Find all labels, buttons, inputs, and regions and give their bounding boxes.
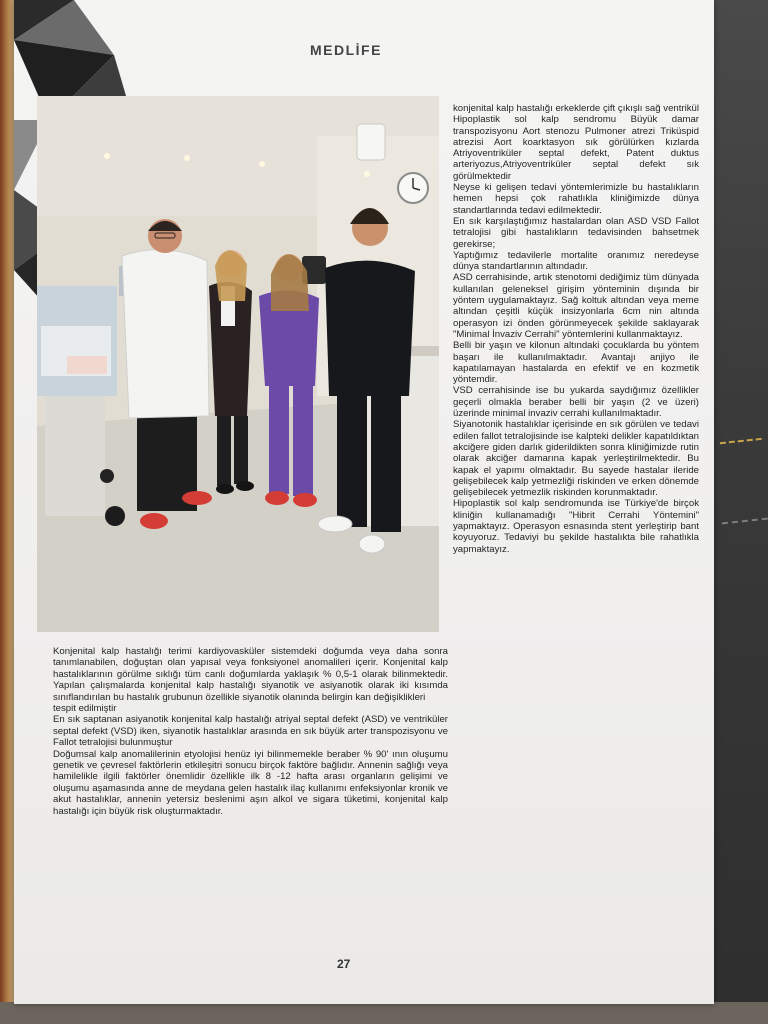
paragraph: Yaptığımız tedavilerle mortalite oranımız neredeyse dünya standartlarının altındadır. — [453, 249, 699, 273]
magazine-title: MEDLİFE — [310, 42, 382, 58]
page-number: 27 — [337, 957, 351, 971]
paragraph: VSD cerrahisinde ise bu yukarda saydığımız özellikler geçerli olmakla beraber belli bir yaşın (2 ve üzeri) üzerinde minimal invaziv cerrahi kullanılmaktadır. — [453, 385, 699, 420]
paragraph: ASD cerrahisinde, artık stenotomi dediğimiz tüm dünyada kullanılan geleneksel girişim yönteminin dışında bir yöntem uygulamaktayız. Sağ koltuk altından veya meme altından çeşitli küçük insizyonlarla 6cm nin altında operasyon izi önden görünmeyecek şekilde saklayarak "Minimal İnvaziv Cerrahi" yöntemlerini kullanmaktayız. — [453, 272, 699, 340]
background-seat-right — [712, 0, 768, 1024]
paragraph: Konjenital kalp hastalığı terimi kardiyovasküler sistemdeki doğumda veya daha sonra tanımlanabilen, doğuştan olan yapısal veya fonksiyonel anomalileri içerir. Konjenital kalp hastalıklarının görülme sıklığı tüm canlı doğumlarda yaklaşık % 0,5-1 olarak bilinmektedir. Yapılan çalışmalarda konjenital kalp hastalığı siyanotik ve asiyanotik olarak iki kısımda sınıflandırılan bu hastalık grubunun özellikle siyanotik olanında belirgin kan değişiklikleri — [53, 646, 448, 703]
seat-stitch — [722, 518, 768, 529]
team-photo — [37, 96, 439, 632]
paragraph: Neyse ki gelişen tedavi yöntemlerimizle bu hastalıkların hemen hepsi çok rahatlıkla kliniğimizde dünya standartlarında tedavi edilmektedir. — [453, 182, 699, 216]
paragraph: Belli bir yaşın ve kilonun altındaki çocuklarda bu yöntem başarı ile kullanılmaktadır. Avantajı anjiyo ile kapatılamayan hastalarda en efektif ve en kozmetik yöntemdir. — [453, 340, 699, 386]
paragraph: Doğumsal kalp anomalilerinin etyolojisi henüz iyi bilinmemekle beraber % 90' ının oluşumu genetik ve çevresel faktörlerin etkileşitri sonucu birçok faktöre bağlıdır. Annenin sağlığı veya hamilelikle ilgili faktörler önemlidir özellikle ilk 8 -12 hafta arası organların gelişimi ve oluşumu aşamasında anne de meydana gelen hastalık ilaç kullanımı enfeksiyonlar kronik ve akut hastalıklar, annenin yetersiz beslenimi aşın alkol ve sigara tüketimi, konjenital kalp hastalığı için büyük risk oluşturmaktadır. — [53, 748, 448, 817]
paragraph: konjenital kalp hastalığı erkeklerde çift çıkışlı sağ ventrikül Hipoplastik sol kalp sendromu Büyük damar transpozisyonu Aort stenozu Pulmoner atrezi Triküspid atrezisi Aort koarktasyon sık görülürken kızlarda Atriyoventriküler septal defekt, Patent duktus arteriyozus,Atriyoventriküler septal defekt sık görülmektedir — [453, 103, 699, 182]
right-text-column — [453, 103, 699, 555]
magazine-page — [14, 0, 714, 1004]
paragraph: En sık saptanan asiyanotik konjenital kalp hastalığı atriyal septal defekt (ASD) ve ventriküler septal defekt (VSD) iken, siyanotik hastalıklar arasında en sık büyük arter transpozisyonu ve Fallot tetralojisi bulunmuştur — [53, 714, 448, 749]
left-text-column — [53, 646, 448, 817]
paragraph: tespit edilmiştir — [53, 703, 117, 715]
seat-stitch — [720, 438, 762, 448]
paragraph: Siyanotonik hastalıklar içerisinde en sık görülen ve tedavi edilen fallot tetralojisinde ise kalpteki delikler kapatıldıktan akciğere giden darlık giderildikten sonra kliniğimizde rutin olarak akciğer damarına kapak yerleştirilmektedir. Bu kapak el yapımı olmaktadır. Bu sayede hastalar ileride gelişebilecek kalp yetmezliği riskinden ve erken dönemde gelişebilecek yetmezlik riskinden korunmaktadır. — [453, 419, 699, 499]
paragraph: Hipoplastik sol kalp sendromunda ise Türkiye'de birçok kliniğin kullanamadığı "Hibrit Cerrahi Yöntemini" yapmaktayız. Operasyon esnasında stent yerleştirip bant koyuyoruz. Tedaviyi bu şekilde hastalıkta bile rahatlıkla yapmaktayız. — [453, 498, 699, 555]
background-bottom — [0, 1002, 768, 1024]
paragraph: En sık karşılaştığımız hastalardan olan ASD VSD Fallot tetralojisi gibi hastalıkların tedavisinden bahsetmek gerekirse; — [453, 215, 699, 250]
